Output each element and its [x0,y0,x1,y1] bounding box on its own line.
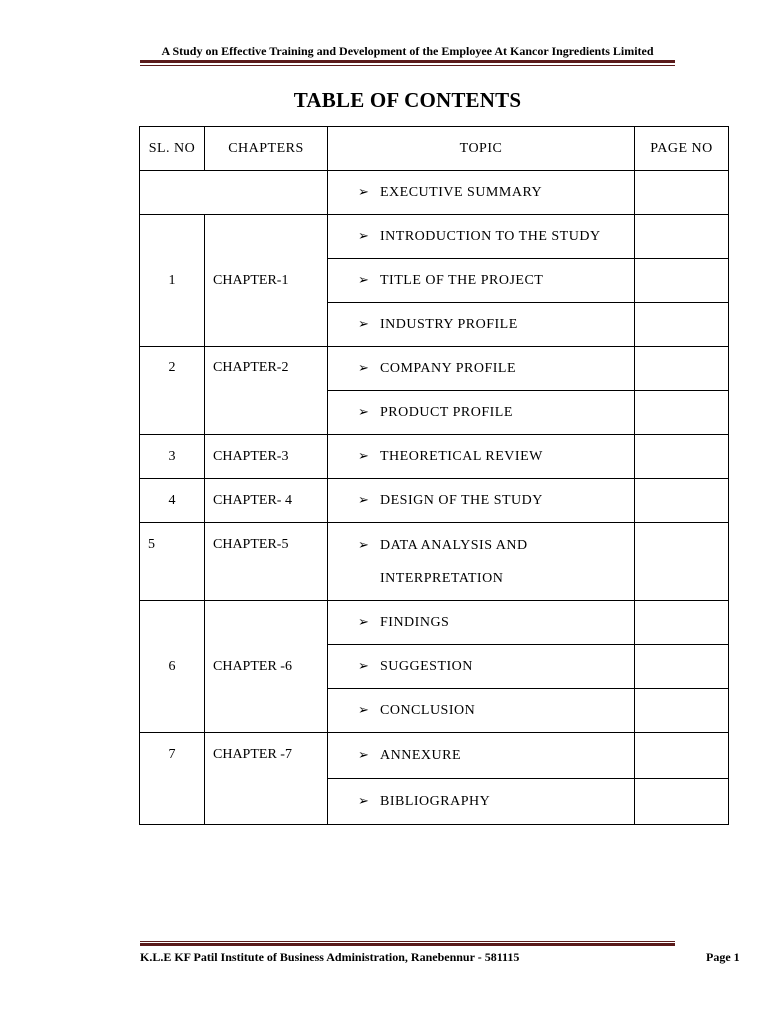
page-no-cell [635,479,729,523]
topic-label: INTRODUCTION TO THE STUDY [380,228,601,244]
sl-no-cell: 4 [140,479,205,523]
table-row [140,215,729,259]
topic-label: COMPANY PROFILE [380,360,516,376]
topic-cell [328,347,635,391]
page-no-cell [635,347,729,391]
bullet-arrow-icon: ➢ [358,184,370,200]
topic-cell [328,523,635,601]
bullet-arrow-icon: ➢ [358,747,370,763]
bullet-arrow-icon: ➢ [358,316,370,332]
topic-label: SUGGESTION [380,658,473,674]
bullet-arrow-icon: ➢ [358,228,370,244]
chapter-cell: CHAPTER -7 [205,733,328,825]
topic-cell [328,601,635,645]
topic-label: INDUSTRY PROFILE [380,316,518,332]
page-no-cell [635,645,729,689]
running-header: A Study on Effective Training and Development of the Employee At Kancor Ingredients Limited [161,44,654,58]
topic-label: THEORETICAL REVIEW [380,448,543,464]
chapter-cell: CHAPTER-2 [205,347,328,435]
bullet-arrow-icon: ➢ [358,360,370,376]
page-no-cell [635,391,729,435]
topic-cell [328,259,635,303]
footer-rule [140,941,675,948]
sl-no-cell: 3 [140,435,205,479]
topic-cell [328,171,635,215]
table-row [140,523,729,601]
toc-table [139,126,729,825]
topic-label: BIBLIOGRAPHY [380,793,491,809]
topic-cell [328,689,635,733]
table-row [140,601,729,645]
bullet-arrow-icon: ➢ [358,404,370,420]
sl-no-cell: 1 [140,215,205,347]
page-no-cell [635,435,729,479]
topic-cell [328,303,635,347]
column-header-sl-no: SL. NO [140,127,205,171]
chapter-cell: CHAPTER-3 [205,435,328,479]
table-row [140,733,729,779]
topic-label: DATA ANALYSIS AND [380,538,528,553]
topic-label: ANNEXURE [380,747,461,763]
topic-label: PRODUCT PROFILE [380,404,513,420]
chapter-cell: CHAPTER-1 [205,215,328,347]
bullet-arrow-icon: ➢ [358,614,370,630]
column-header-page-no: PAGE NO [635,127,729,171]
bullet-arrow-icon: ➢ [358,793,370,809]
bullet-arrow-icon: ➢ [358,492,370,508]
chapter-cell: CHAPTER-5 [205,523,328,601]
footer-institute: K.L.E KF Patil Institute of Business Administration, Ranebennur - 581115 [140,950,520,964]
chapter-cell: CHAPTER- 4 [205,479,328,523]
sl-no-cell: 2 [140,347,205,435]
page-no-cell [635,171,729,215]
page-no-cell [635,689,729,733]
topic-cell [328,645,635,689]
topic-cell [328,779,635,825]
table-row [140,347,729,391]
page-no-cell [635,303,729,347]
sl-no-cell: 7 [140,733,205,825]
page-title: TABLE OF CONTENTS [293,88,522,112]
page-no-cell [635,523,729,601]
page-no-cell [635,601,729,645]
topic-label: FINDINGS [380,614,450,630]
sl-no-cell: 6 [140,601,205,733]
topic-label: EXECUTIVE SUMMARY [380,184,543,200]
header-rule [140,60,675,67]
page-no-cell [635,259,729,303]
topic-cell [328,435,635,479]
column-header-chapters: CHAPTERS [205,127,328,171]
table-row [140,435,729,479]
table-header-row [140,127,729,171]
table-row [140,171,729,215]
column-header-topic: TOPIC [328,127,635,171]
page-no-cell [635,733,729,779]
bullet-arrow-icon: ➢ [358,538,370,553]
table-row [140,479,729,523]
bullet-arrow-icon: ➢ [358,658,370,674]
chapter-cell: CHAPTER -6 [205,601,328,733]
topic-cell [328,215,635,259]
topic-label-continuation: INTERPRETATION [380,571,504,586]
bullet-arrow-icon: ➢ [358,272,370,288]
topic-label: DESIGN OF THE STUDY [380,492,543,508]
bullet-arrow-icon: ➢ [358,702,370,718]
page-number: Page 1 [706,950,740,964]
page-no-cell [635,779,729,825]
topic-cell [328,391,635,435]
topic-label: TITLE OF THE PROJECT [380,272,544,288]
topic-cell [328,733,635,779]
topic-cell [328,479,635,523]
bullet-arrow-icon: ➢ [358,448,370,464]
sl-chapter-cell-empty [140,171,328,215]
page-no-cell [635,215,729,259]
sl-no-cell: 5 [140,523,205,601]
topic-label: CONCLUSION [380,702,476,718]
